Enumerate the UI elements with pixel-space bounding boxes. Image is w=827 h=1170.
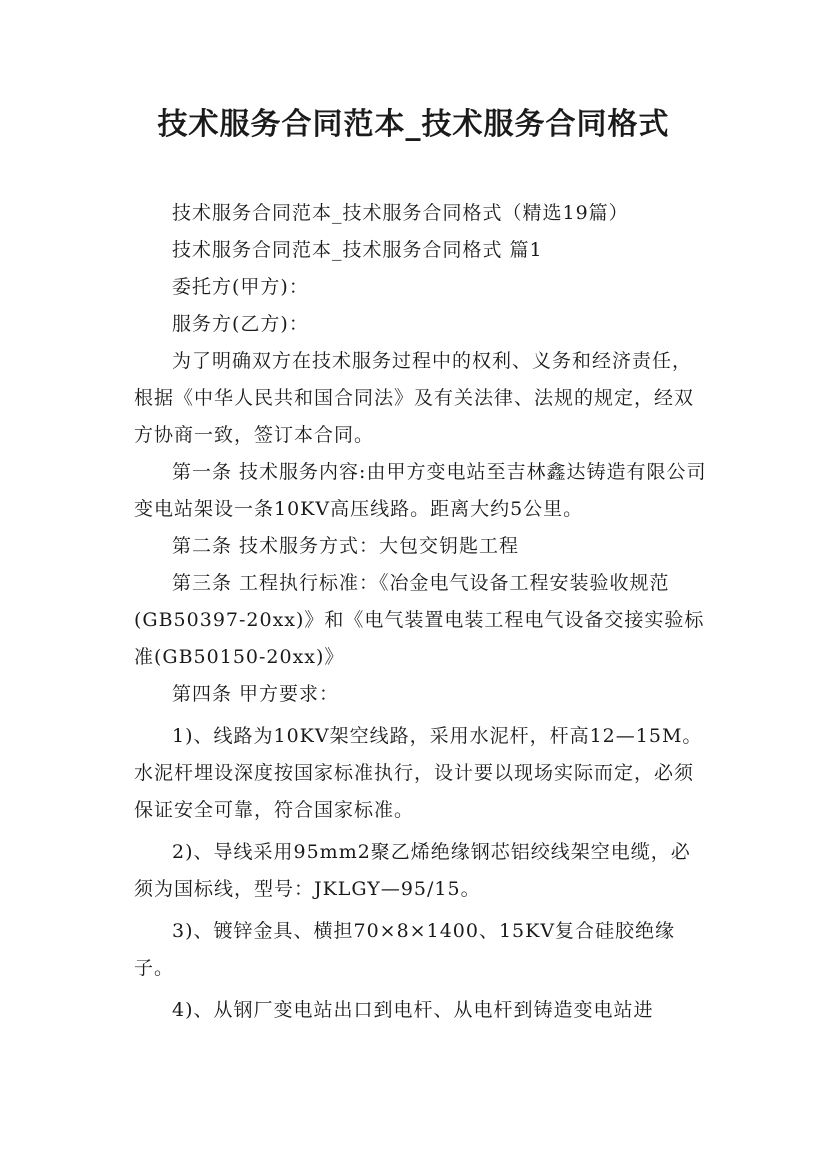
paragraph-section-heading: 技术服务合同范本_技术服务合同格式 篇1: [172, 239, 543, 261]
paragraph-party-b: 服务方(乙方)：: [172, 313, 309, 335]
paragraph-requirement-2: 2)、导线采用95mm2聚乙烯绝缘钢芯铝绞线架空电缆，必须为国标线，型号：JKLGY—95/15。: [134, 841, 691, 900]
paragraph-preamble: 为了明确双方在技术服务过程中的权利、义务和经济责任，根据《中华人民共和国合同法》及有关法律、法规的规定，经双方协商一致，签订本合同。: [134, 350, 695, 446]
paragraph-requirement-1: 1)、线路为10KV架空线路，采用水泥杆，杆高12—15M。水泥杆埋设深度按国家标准执行，设计要以现场实际而定，必须保证安全可靠，符合国家标准。: [134, 725, 703, 821]
document-title: 技术服务合同范本_技术服务合同格式: [157, 107, 670, 142]
paragraph-party-a: 委托方(甲方)：: [172, 276, 309, 298]
paragraph-article-4: 第四条 甲方要求：: [172, 683, 340, 705]
paragraph-article-1: 第一条 技术服务内容:由甲方变电站至吉林鑫达铸造有限公司变电站架设一条10KV高压线路。距离大约5公里。: [134, 461, 707, 520]
paragraph-article-3: 第三条 工程执行标准：《冶金电气设备工程安装验收规范(GB50397-20xx)》和《电气装置电装工程电气设备交接实验标准(GB50150-20xx)》: [134, 572, 705, 668]
paragraph-requirement-4: 4)、从钢厂变电站出口到电杆、从电杆到铸造变电站进: [172, 999, 654, 1021]
paragraph-requirement-3: 3)、镀锌金具、横担70×8×1400、15KV复合硅胶绝缘子。: [134, 920, 676, 979]
document-body: [134, 195, 708, 1029]
paragraph-subtitle: 技术服务合同范本_技术服务合同格式（精选19篇）: [172, 202, 629, 224]
paragraph-article-2: 第二条 技术服务方式：大包交钥匙工程: [172, 535, 520, 557]
